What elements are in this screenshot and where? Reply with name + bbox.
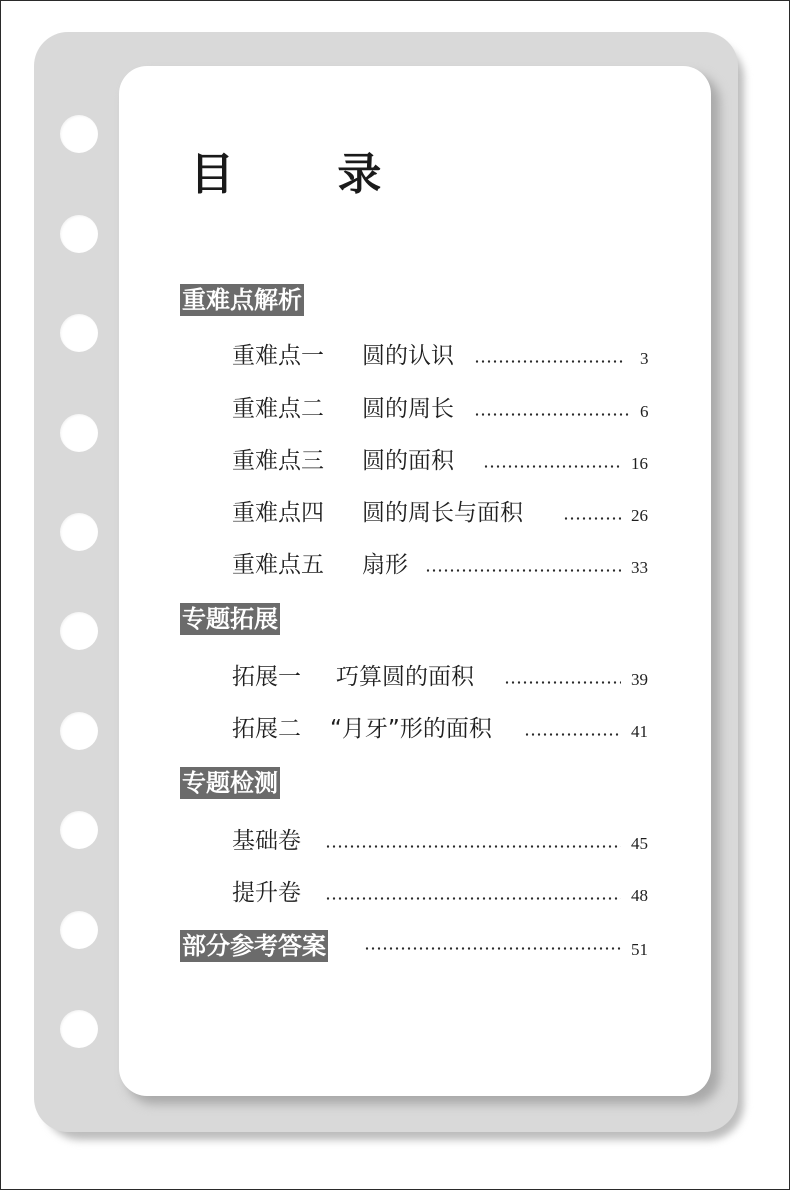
entry-number: 拓展一: [232, 664, 301, 690]
entry-title: 圆的周长: [362, 396, 454, 422]
entry-title: 基础卷: [232, 828, 301, 854]
toc-entry[interactable]: [0, 878, 790, 908]
entry-number: 重难点一: [232, 343, 324, 369]
entry-number: 重难点三: [232, 448, 324, 474]
toc-entry[interactable]: [0, 826, 790, 856]
entry-page: 48: [631, 886, 648, 905]
entry-page: 41: [631, 722, 648, 741]
leader-dots: [563, 517, 621, 520]
leader-dots: [474, 360, 624, 363]
entry-page: 33: [631, 558, 648, 577]
entry-number: 拓展二: [232, 716, 301, 742]
entry-number: 重难点四: [232, 500, 324, 526]
leader-dots: [504, 681, 621, 684]
entry-title: 巧算圆的面积: [336, 664, 474, 690]
toc-entry[interactable]: [0, 394, 790, 424]
entry-title: “月牙”形的面积: [330, 716, 492, 742]
entry-title: 提升卷: [232, 880, 301, 906]
binder-hole: [60, 115, 98, 153]
entry-title: 扇形: [362, 552, 408, 578]
leader-dots: [364, 947, 621, 950]
entry-page: 39: [631, 670, 648, 689]
entry-number: 重难点二: [232, 396, 324, 422]
leader-dots: [425, 569, 621, 572]
leader-dots: [325, 897, 621, 900]
entry-number: 重难点五: [232, 552, 324, 578]
leader-dots: [483, 465, 621, 468]
toc-entry[interactable]: [0, 662, 790, 692]
binder-hole: [60, 215, 98, 253]
entry-page: 26: [631, 506, 648, 525]
entry-page: 6: [640, 402, 649, 421]
toc-entry[interactable]: [0, 498, 790, 528]
entry-page: 51: [631, 940, 648, 959]
entry-title: 圆的认识: [362, 343, 454, 369]
entry-title: 圆的面积: [362, 448, 454, 474]
binder-hole: [60, 1010, 98, 1048]
toc-entry[interactable]: [0, 446, 790, 476]
entry-page: 16: [631, 454, 648, 473]
toc-entry-answers[interactable]: [0, 930, 790, 960]
toc-entry[interactable]: [0, 550, 790, 580]
toc-entry[interactable]: [0, 341, 790, 371]
section-heading: 重难点解析: [182, 286, 302, 314]
leader-dots: [524, 733, 621, 736]
page-title: 目 录: [190, 149, 426, 200]
entry-title: 圆的周长与面积: [362, 500, 523, 526]
binder-hole: [60, 612, 98, 650]
entry-page: 3: [640, 349, 649, 368]
entry-page: 45: [631, 834, 648, 853]
section-heading: 专题拓展: [182, 605, 278, 633]
leader-dots: [474, 413, 630, 416]
section-heading: 专题检测: [182, 769, 278, 797]
section-heading: 部分参考答案: [182, 932, 326, 960]
toc-entry[interactable]: [0, 714, 790, 744]
leader-dots: [325, 845, 621, 848]
